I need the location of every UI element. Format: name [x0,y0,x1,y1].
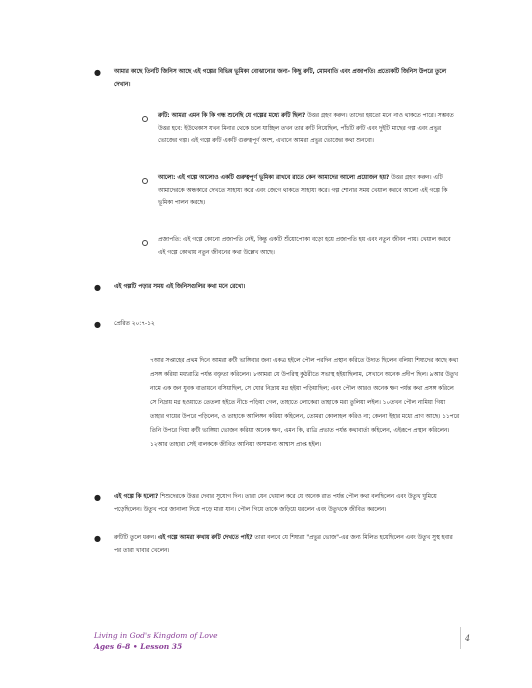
sub-bullet-circle [142,178,148,184]
what-happened-text: শিশুদেরকে উত্তর দেবার সুযোগ দিন। তারা যেন খেয়াল করে যে অনেক রাত পর্যন্ত পৌল কথা বলছিলেন এবং উতুখ ঘুমিয়ে পড়েছিলেন। উতুখ পরে জানালা দিয়ে পড়ে মারা যান। পৌল গিয়ে তাকে জড়িয়ে ধরলেন এবং উতুখকে জীবিত করলেন। [114,494,437,513]
bread-in-story-text: তারা বলবে যে শিষ্যরা "প্রভুর ভোজ"-এর জন্য মিলিত হয়েছিলেন এবং উতুখ সুস্থ হবার পর তারা খাবার খেলেন। [114,535,453,554]
butterfly-text: প্রজাপতি: এই গল্পে কোনো প্রজাপতি নেই, কিন্তু একটি শুঁয়োপোকা বড়ো হয়ে প্রজাপতি হয় এবং নতুন জীবন পায়। খেয়াল করবে এই গল্পে কোথায় নতুন জীবনের কথা উল্লেখ আছে। [158,237,451,256]
page-number-divider [460,627,461,649]
bread-in-story-lead: রুটিটি তুলে ধরুন। [114,535,158,541]
bullet-dot: ● [94,68,101,77]
butterfly-paragraph [158,234,458,259]
bullet-dot: ● [94,534,101,543]
scripture-passage [150,354,460,452]
light-question: আলো: এই গল্পে আলোও একটি গুরুত্বপূর্ণ ভূমিকা রাখবে রাতে কেন আমাদের আলো প্রয়োজন হয়? [158,175,390,181]
light-paragraph [158,172,458,210]
bullet-dot: ● [94,320,101,329]
footer-lesson: Ages 6-8 • Lesson 35 [94,642,183,651]
scripture-passage-text: ৭আর সপ্তাহের প্রথম দিনে আমরা রুটী ভাঙ্গিবার জন্য একত্র হইলে পৌল পরদিন প্রস্থান করিতে উদ্যত ছিলেন বলিয়া শিষ্যদের কাছে কথা প্রসঙ্গ করিয়া মধ্যরাত্রি পর্যন্ত বক্তৃতা করিলেন। ৮আমরা যে উপরিস্থ কুঠরীতে সভাস্থ হইয়াছিলাম, সেখানে অনেক প্রদীপ ছিল। ৯আর উতুখ নামে এক জন যুবক বাতায়নে বসিয়াছিল, সে ঘোর নিদ্রায় মগ্ন হইয়া পড়িয়াছিল; এবং পৌল আরও অনেক ক্ষণ পর্যন্ত কথা প্রসঙ্গ করিলে সে নিদ্রায় মগ্ন হওয়াতে তেতলা হইতে নীচে পড়িয়া গেল, তাহাতে লোকেরা তাহাকে মরা তুলিয়া লইল। ১০তখন পৌল নামিয়া গিয়া তাহার গায়ের উপরে পড়িলেন, ও তাহাকে আলিঙ্গন করিয়া কহিলেন, তোমরা কোলাহল করিও না; কেননা ইহার মধ্যে প্রাণ আছে। ১১পরে তিনি উপরে গিয়া রুটী ভাঙ্গিয়া ভোজন করিয়া অনেক ক্ষণ, এমন কি, রাত্রি প্রভাত পর্যন্ত কথাবার্তা কহিলেন, এইরূপে প্রস্থান করিলেন। ১২আর তাহারা সেই বালককে জীবিত আনিয়া অসামান্য আশ্বাস প্রাপ্ত হইল। [150,358,460,448]
intro-paragraph [114,66,454,91]
remember-paragraph [114,281,454,294]
sub-bullet-circle [142,116,148,122]
scripture-reference [114,318,454,331]
intro-bold-text: আমার কাছে তিনটি জিনিস আছে এই গল্পের বিভিন্ন ভূমিকা বোঝানোর জন্য- কিছু রুটি, মোমবাতি এবং প্রজাপতি। প্রত্যেকটি জিনিস উপরে তুলে দেখান। [114,69,446,88]
scripture-reference-text: প্রেরিত ২০:৭-১২ [114,321,155,327]
sub-bullet-circle [142,240,148,246]
remember-bold-text: এই গল্পটি পড়ার সময় এই জিনিসগুলির কথা মনে রেখো। [114,284,246,290]
what-happened-question: এই গল্পে কি হলো? [114,494,159,500]
bread-text: উত্তর গ্রহণ করুন। তাদের হয়তো মনে নাও থাকতে পারে। সম্ভবত উত্তর হবে: ইউথেকাস যখন মিনার থেকে চলে যাচ্ছিল তখন তার রুটি নিয়েছিল, পাঁচটি রুটি এবং দুইটি মাছের গল্প এবং প্রভুর ভোজের গল্প। এই গল্পে রুটি একটি গুরুত্বপূর্ণ অংশ, এখানে আমরা প্রভুর ভোজের কথা শুনবো। [158,113,454,145]
footer-title: Living in God's Kingdom of Love [94,631,218,640]
what-happened-paragraph [114,491,454,516]
bread-in-story-paragraph [114,532,454,557]
bullet-dot: ● [94,493,101,502]
bread-question: রুটি: আমরা এমন কি কি গন্ধ শুনেছি যে গল্পের মধ্যে রুটি ছিল? [158,113,306,119]
page-number: 4 [465,634,471,643]
bullet-dot: ● [94,283,101,292]
bread-in-story-question: এই গল্পে আমরা কখায় রুটি দেখতে পাই? [157,535,253,541]
light-text: উত্তর গ্রহণ করুন। এটি আমাদেরকে অন্ধকারে দেখতে সাহায্য করে এবং জেগে থাকতে সাহায্য করে। গল্প শোনার সময় খেয়াল করবে আলো এই গল্পে কি ভূমিকা পালন করছে। [158,175,448,207]
bread-paragraph [158,110,458,148]
